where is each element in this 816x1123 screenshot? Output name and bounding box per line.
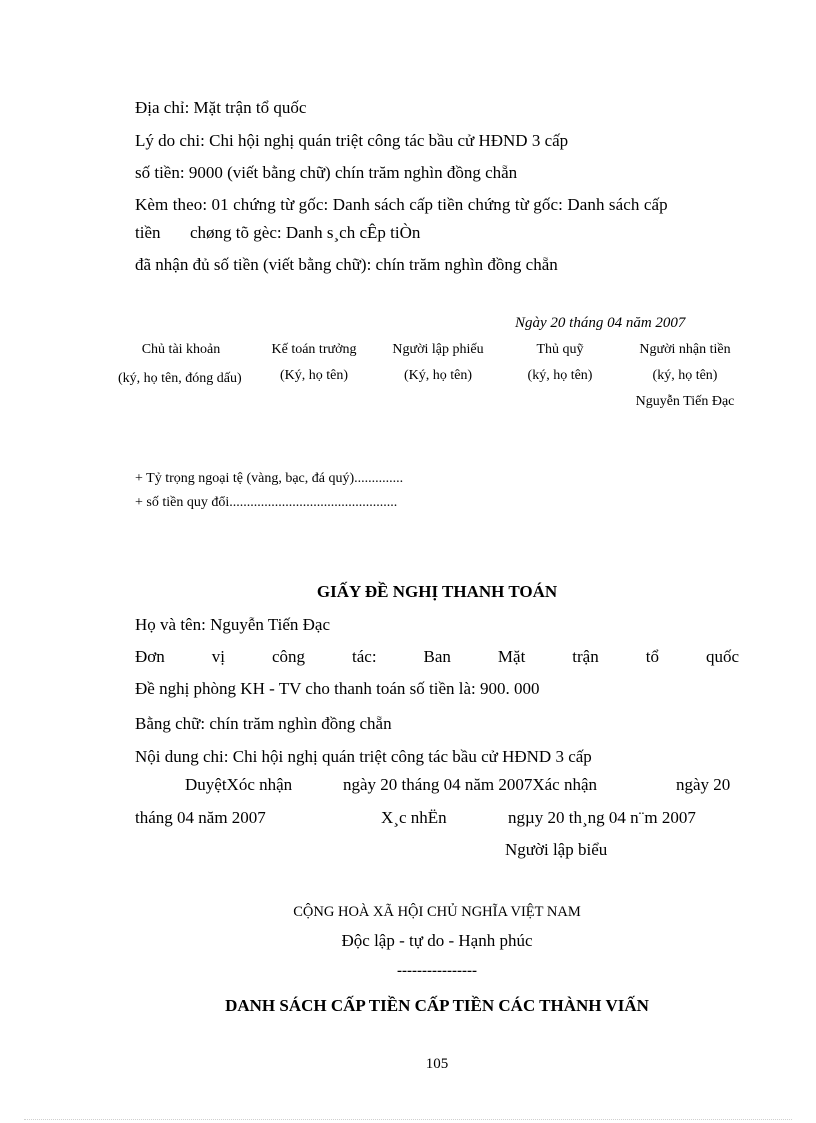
signature-title: Người lập phiếu [392, 342, 484, 357]
note-foreign-currency: + Tỷ trọng ngoại tệ (vàng, bạc, đá quý).............. [135, 471, 404, 486]
page-border [24, 1119, 792, 1120]
signature-title: Chủ tài khoản [141, 342, 221, 357]
approval-text: X¸c nhËn [381, 808, 447, 827]
request-content: Nội dung chi: Chi hội nghị quán triệt công tác bầu cử HĐND 3 cấp [135, 747, 592, 766]
request-title: GIẤY ĐỀ NGHỊ THANH TOÁN [316, 582, 558, 601]
list-title: DANH SÁCH CẤP TIỀN CẤP TIỀN CÁC THÀNH VIẤN [225, 996, 649, 1015]
received-line: đã nhận đủ số tiền (viết bằng chữ): chín trăm nghìn đồng chẵn [135, 255, 558, 274]
signature-title: Người nhận tiền [639, 342, 731, 357]
attached-line-2-b: chøng tõ gèc: Danh s¸ch cÊp tiÒn [190, 223, 421, 242]
amount-line: số tiền: 9000 (viết bằng chữ) chín trăm nghìn đồng chẵn [135, 163, 518, 182]
note-converted-amount: + số tiền quy đổi................................................ [135, 495, 398, 510]
preparer-label: Người lập biểu [505, 840, 608, 859]
approval-text: ngày 20 tháng 04 năm 2007Xác nhận [343, 775, 597, 794]
approval-text: tháng 04 năm 2007 [135, 808, 266, 827]
signature-note: (Ký, họ tên) [279, 368, 349, 383]
motto: Độc lập - tự do - Hạnh phúc [341, 931, 533, 950]
receiver-name: Nguyễn Tiến Đạc [635, 394, 735, 409]
signature-note: (ký, họ tên, đóng dấu) [118, 371, 242, 386]
request-unit: Đơn vị công tác: Ban Mặt trận tổ quốc [135, 647, 739, 666]
address-line: Địa chỉ: Mặt trận tổ quốc [135, 98, 307, 117]
voucher-date: Ngày 20 tháng 04 năm 2007 [515, 315, 686, 331]
request-in-words: Bằng chữ: chín trăm nghìn đồng chẵn [135, 714, 392, 733]
approval-text: ngµy 20 th¸ng 04 n¨m 2007 [508, 808, 696, 827]
reason-line: Lý do chi: Chi hội nghị quán triệt công tác bầu cử HĐND 3 cấp [135, 131, 569, 150]
attached-line-1: Kèm theo: 01 chứng từ gốc: Danh sách cấp tiền chứng từ gốc: Danh sách cấp [135, 195, 668, 214]
signature-note: (Ký, họ tên) [403, 368, 473, 383]
divider: ---------------- [397, 963, 477, 979]
request-amount-line: Đề nghị phòng KH - TV cho thanh toán số tiền là: 900. 000 [135, 679, 540, 698]
signature-title: Kế toán trưởng [271, 342, 357, 357]
signature-note: (ký, họ tên) [527, 368, 593, 383]
signature-title: Thủ quỹ [536, 342, 584, 357]
attached-line-2-a: tiền [135, 223, 161, 242]
page-number: 105 [425, 1056, 449, 1072]
signature-note: (ký, họ tên) [652, 368, 718, 383]
request-name: Họ và tên: Nguyễn Tiến Đạc [135, 615, 331, 634]
approval-text: ngày 20 [676, 775, 731, 794]
approval-text: DuyệtXóc nhận [185, 775, 293, 794]
country-header: CỘNG HOÀ XÃ HỘI CHỦ NGHĨA VIỆT NAM [293, 904, 581, 920]
